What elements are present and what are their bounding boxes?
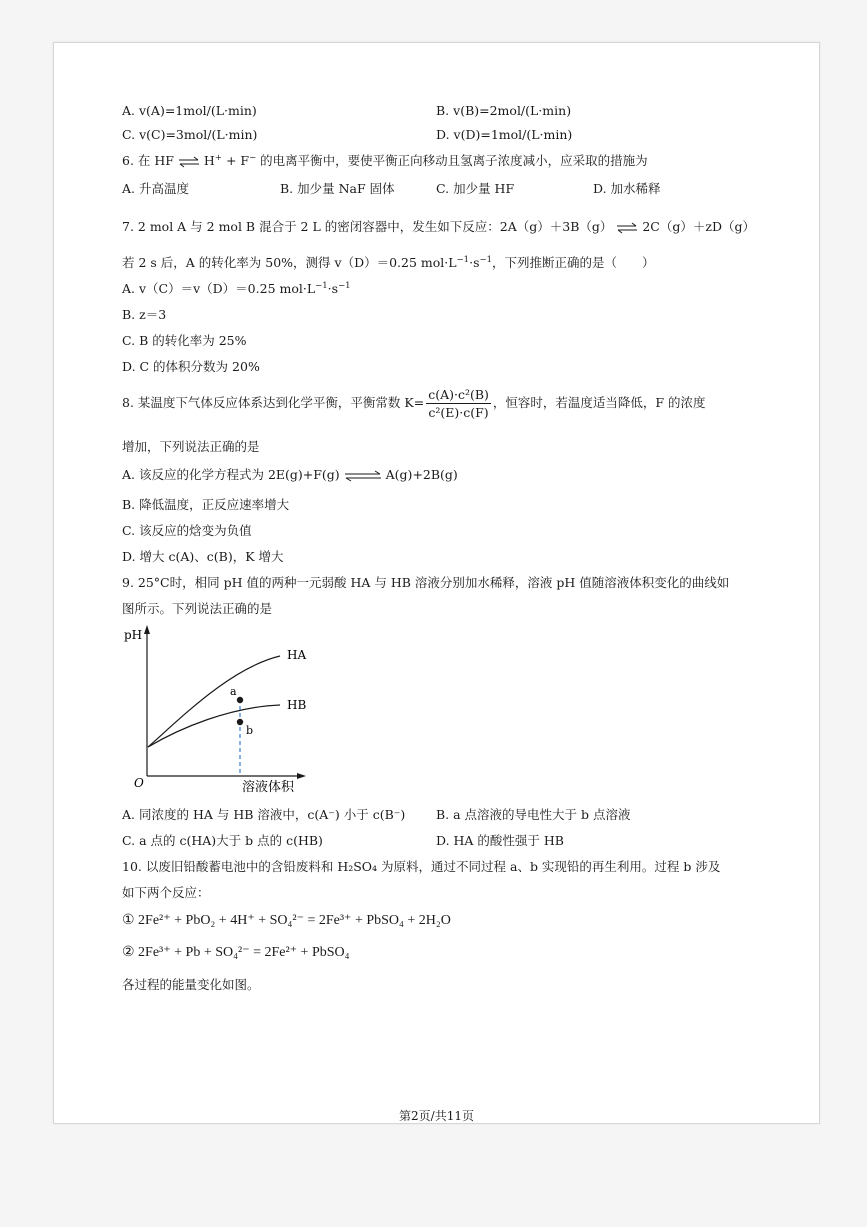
q7-stem-line2: 若 2 s 后，A 的转化率为 50%，测得 v（D）＝0.25 $mol\cdot L^{-1}\cdot s^{-1}$，下列推断正确的是（ ） bbox=[122, 254, 655, 270]
q10-stem: 10. 以废旧铅酸蓄电池中的含铅废料和 H₂SO₄ 为原料，通过不同过程 a、b 实现铅的再生利用。过程 b 涉及 bbox=[122, 859, 721, 874]
q8-option-b: B. 降低温度，正反应速率增大 bbox=[122, 497, 290, 512]
x-axis-arrow-icon bbox=[297, 773, 306, 779]
equilibrium-arrow-icon bbox=[344, 470, 382, 482]
q7-option-d: D. C 的体积分数为 20% bbox=[122, 359, 260, 374]
q5-option-a: A. v(A)=1mol/(L·min) bbox=[122, 103, 257, 118]
q9-stem-line2: 图所示。下列说法正确的是 bbox=[122, 601, 273, 616]
q6-option-c: C. 加少量 HF bbox=[436, 181, 515, 196]
point-b bbox=[237, 719, 243, 725]
q6-option-b: B. 加少量 NaF 固体 bbox=[280, 181, 395, 196]
q8-option-c: C. 该反应的焓变为负值 bbox=[122, 523, 252, 538]
ph-dilution-graph bbox=[120, 623, 320, 793]
q7-option-a: A. v（C）＝v（D）＝0.25 $mol\cdot L^{-1}\cdot s^{-1}$ bbox=[122, 280, 351, 296]
point-a-label: a bbox=[230, 685, 237, 698]
q9-option-a: A. 同浓度的 HA 与 HB 溶液中，c(A⁻) 小于 c(B⁻) bbox=[122, 807, 406, 822]
q5-option-c: C. v(C)=3mol/(L·min) bbox=[122, 127, 258, 142]
x-axis-label: 溶液体积 bbox=[242, 780, 295, 793]
q7-stem: 7. 2 mol A 与 2 mol B 混合于 2 L 的密闭容器中，发生如下反应：2A（g）＋3B（g） 2C（g）＋zD（g） bbox=[122, 219, 755, 234]
q7-option-b: B. z＝3 bbox=[122, 307, 167, 322]
equilibrium-arrow-icon bbox=[616, 222, 638, 234]
q9-option-d: D. HA 的酸性强于 HB bbox=[436, 833, 564, 848]
q5-option-d: D. v(D)=1mol/(L·min) bbox=[436, 127, 573, 142]
q7-option-c: C. B 的转化率为 25% bbox=[122, 333, 247, 348]
curve-ha-label: HA bbox=[287, 648, 307, 662]
page-footer: 第2页/共11页 bbox=[399, 1109, 474, 1123]
q8-option-d: D. 增大 c(A)、c(B)，K 增大 bbox=[122, 549, 284, 564]
q9-option-c: C. a 点的 c(HA)大于 b 点的 c(HB) bbox=[122, 833, 323, 848]
q9-option-b: B. a 点溶液的导电性大于 b 点溶液 bbox=[436, 807, 631, 822]
q8-option-a: A. 该反应的化学方程式为 2E(g)+F(g) A(g)+2B(g) bbox=[122, 467, 458, 482]
q5-option-b: B. v(B)=2mol/(L·min) bbox=[436, 103, 572, 118]
equilibrium-constant-fraction: $\frac{\text{c(A)·c²(B)}}{\text{c²(E)·c(F)}}$ bbox=[428, 387, 489, 420]
y-axis-arrow-icon bbox=[144, 625, 150, 634]
document-page bbox=[53, 42, 820, 1124]
y-axis-label: pH bbox=[124, 628, 143, 642]
curve-ha bbox=[148, 656, 280, 747]
curve-hb bbox=[148, 705, 280, 747]
q10-reaction-2: ② 2Fe³⁺ + Pb + SO₄²⁻ = 2Fe²⁺ + PbSO₄ bbox=[122, 945, 350, 960]
q10-stem-line3: 各过程的能量变化如图。 bbox=[122, 977, 260, 992]
q8-stem: 8. 某温度下气体反应体系达到化学平衡，平衡常数 K= $\frac{\text{c(A)·c²(B)}}{\text{c²(E)·c(F)}}$ ，恒容时，若温度适当降低，F 的浓度 bbox=[122, 387, 706, 420]
origin-label: O bbox=[134, 776, 144, 790]
q9-stem: 9. 25°C时，相同 pH 值的两种一元弱酸 HA 与 HB 溶液分别加水稀释，溶液 pH 值随溶液体积变化的曲线如 bbox=[122, 575, 730, 590]
q8-stem-line2: 增加，下列说法正确的是 bbox=[122, 439, 260, 454]
q6-stem: 6. 在 HF H+ + F− 的电离平衡中，要使平衡正向移动且氢离子浓度减小，应采取的措施为 bbox=[122, 152, 648, 168]
q10-reaction-1: ① 2Fe²⁺ + PbO₂ + 4H⁺ + SO₄²⁻ = 2Fe³⁺ + PbSO₄ + 2H₂O bbox=[122, 913, 451, 928]
q6-option-d: D. 加水稀释 bbox=[593, 181, 661, 196]
q10-stem-line2: 如下两个反应： bbox=[122, 885, 210, 900]
equilibrium-arrow-icon bbox=[178, 156, 200, 168]
point-a bbox=[237, 697, 243, 703]
curve-hb-label: HB bbox=[287, 698, 307, 712]
point-b-label: b bbox=[246, 724, 254, 737]
q6-option-a: A. 升高温度 bbox=[122, 181, 189, 196]
